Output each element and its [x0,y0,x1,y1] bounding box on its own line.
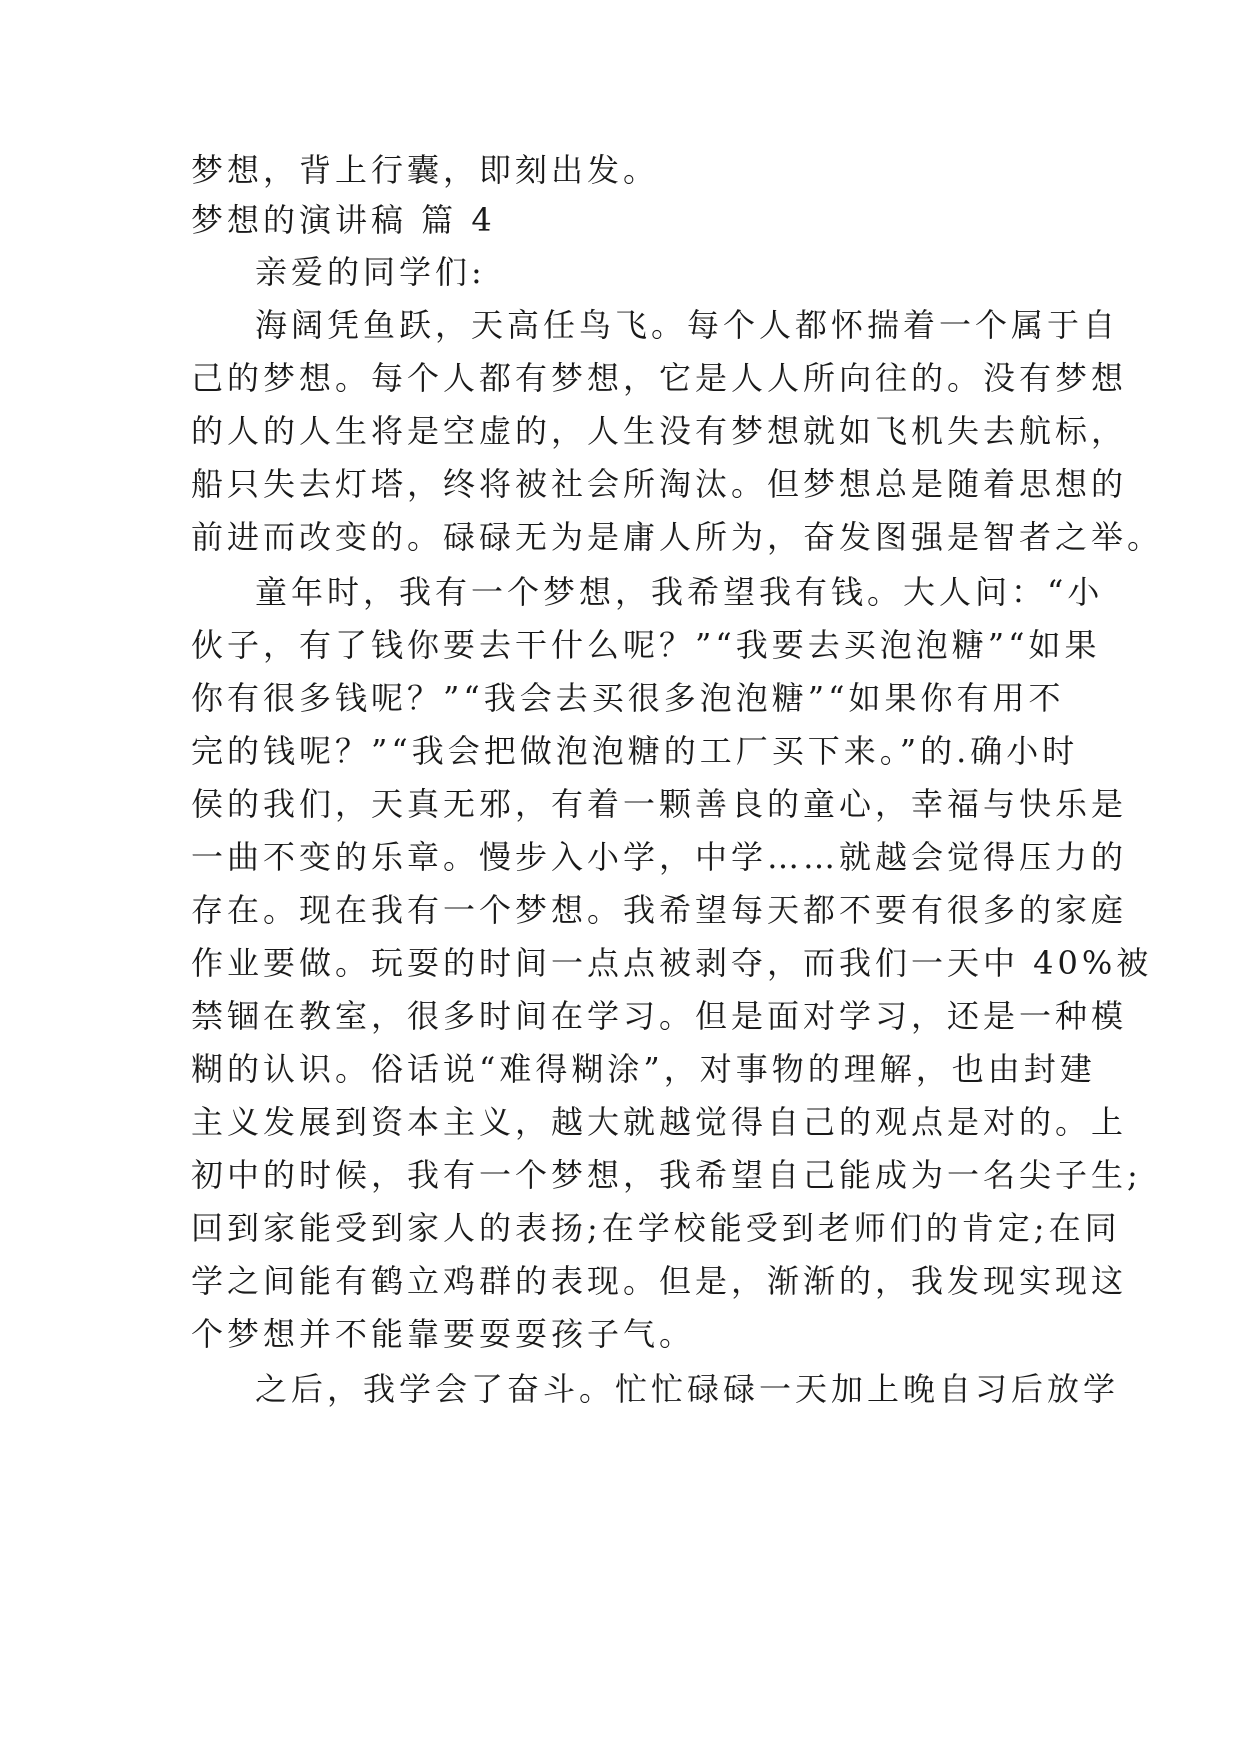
section-heading: 梦想的演讲稿 篇 4 [191,201,496,239]
paragraph-line: 主义发展到资本主义，越大就越觉得自己的观点是对的。上 [191,1103,1128,1141]
paragraph-line: 船只失去灯塔，终将被社会所淘汰。但梦想总是随着思想的 [191,465,1128,503]
paragraph-line: 学之间能有鹤立鸡群的表现。但是，渐渐的，我发现实现这 [191,1262,1128,1300]
paragraph-line: 伙子，有了钱你要去干什么呢？”“我要去买泡泡糖”“如果 [191,626,1101,664]
paragraph-line: 个梦想并不能靠要耍耍孩子气。 [191,1315,696,1353]
paragraph-line: 前进而改变的。碌碌无为是庸人所为，奋发图强是智者之举。 [191,518,1164,556]
paragraph-line: 存在。现在我有一个梦想。我希望每天都不要有很多的家庭 [191,891,1128,929]
paragraph-line: 你有很多钱呢？”“我会去买很多泡泡糖”“如果你有用不 [191,679,1065,717]
paragraph-line: 之后，我学会了奋斗。忙忙碌碌一天加上晚自习后放学 [255,1370,1120,1408]
paragraph-line: 海阔凭鱼跃，天高任鸟飞。每个人都怀揣着一个属于自 [255,306,1120,344]
paragraph-line: 一曲不变的乐章。慢步入小学，中学……就越会觉得压力的 [191,838,1128,876]
paragraph-line: 回到家能受到家人的表扬;在学校能受到老师们的肯定;在同 [191,1209,1121,1247]
paragraph-line: 的人的人生将是空虚的，人生没有梦想就如飞机失去航标， [191,412,1128,450]
paragraph-line: 初中的时候，我有一个梦想，我希望自己能成为一名尖子生; [191,1156,1142,1194]
paragraph-line: 禁锢在教室，很多时间在学习。但是面对学习，还是一种模 [191,997,1128,1035]
paragraph-line: 作业要做。玩耍的时间一点点被剥夺，而我们一天中 40%被 [191,944,1153,982]
paragraph-line: 糊的认识。俗话说“难得糊涂”，对事物的理解，也由封建 [191,1050,1096,1088]
salutation: 亲爱的同学们: [255,253,486,291]
text-line: 梦想，背上行囊，即刻出发。 [191,151,660,189]
paragraph-line: 侯的我们，天真无邪，有着一颗善良的童心，幸福与快乐是 [191,785,1128,823]
paragraph-line: 童年时，我有一个梦想，我希望我有钱。大人问：“小 [255,573,1104,611]
paragraph-line: 完的钱呢？”“我会把做泡泡糖的工厂买下来。”的.确小时 [191,732,1079,770]
paragraph-line: 己的梦想。每个人都有梦想，它是人人所向往的。没有梦想 [191,359,1128,397]
